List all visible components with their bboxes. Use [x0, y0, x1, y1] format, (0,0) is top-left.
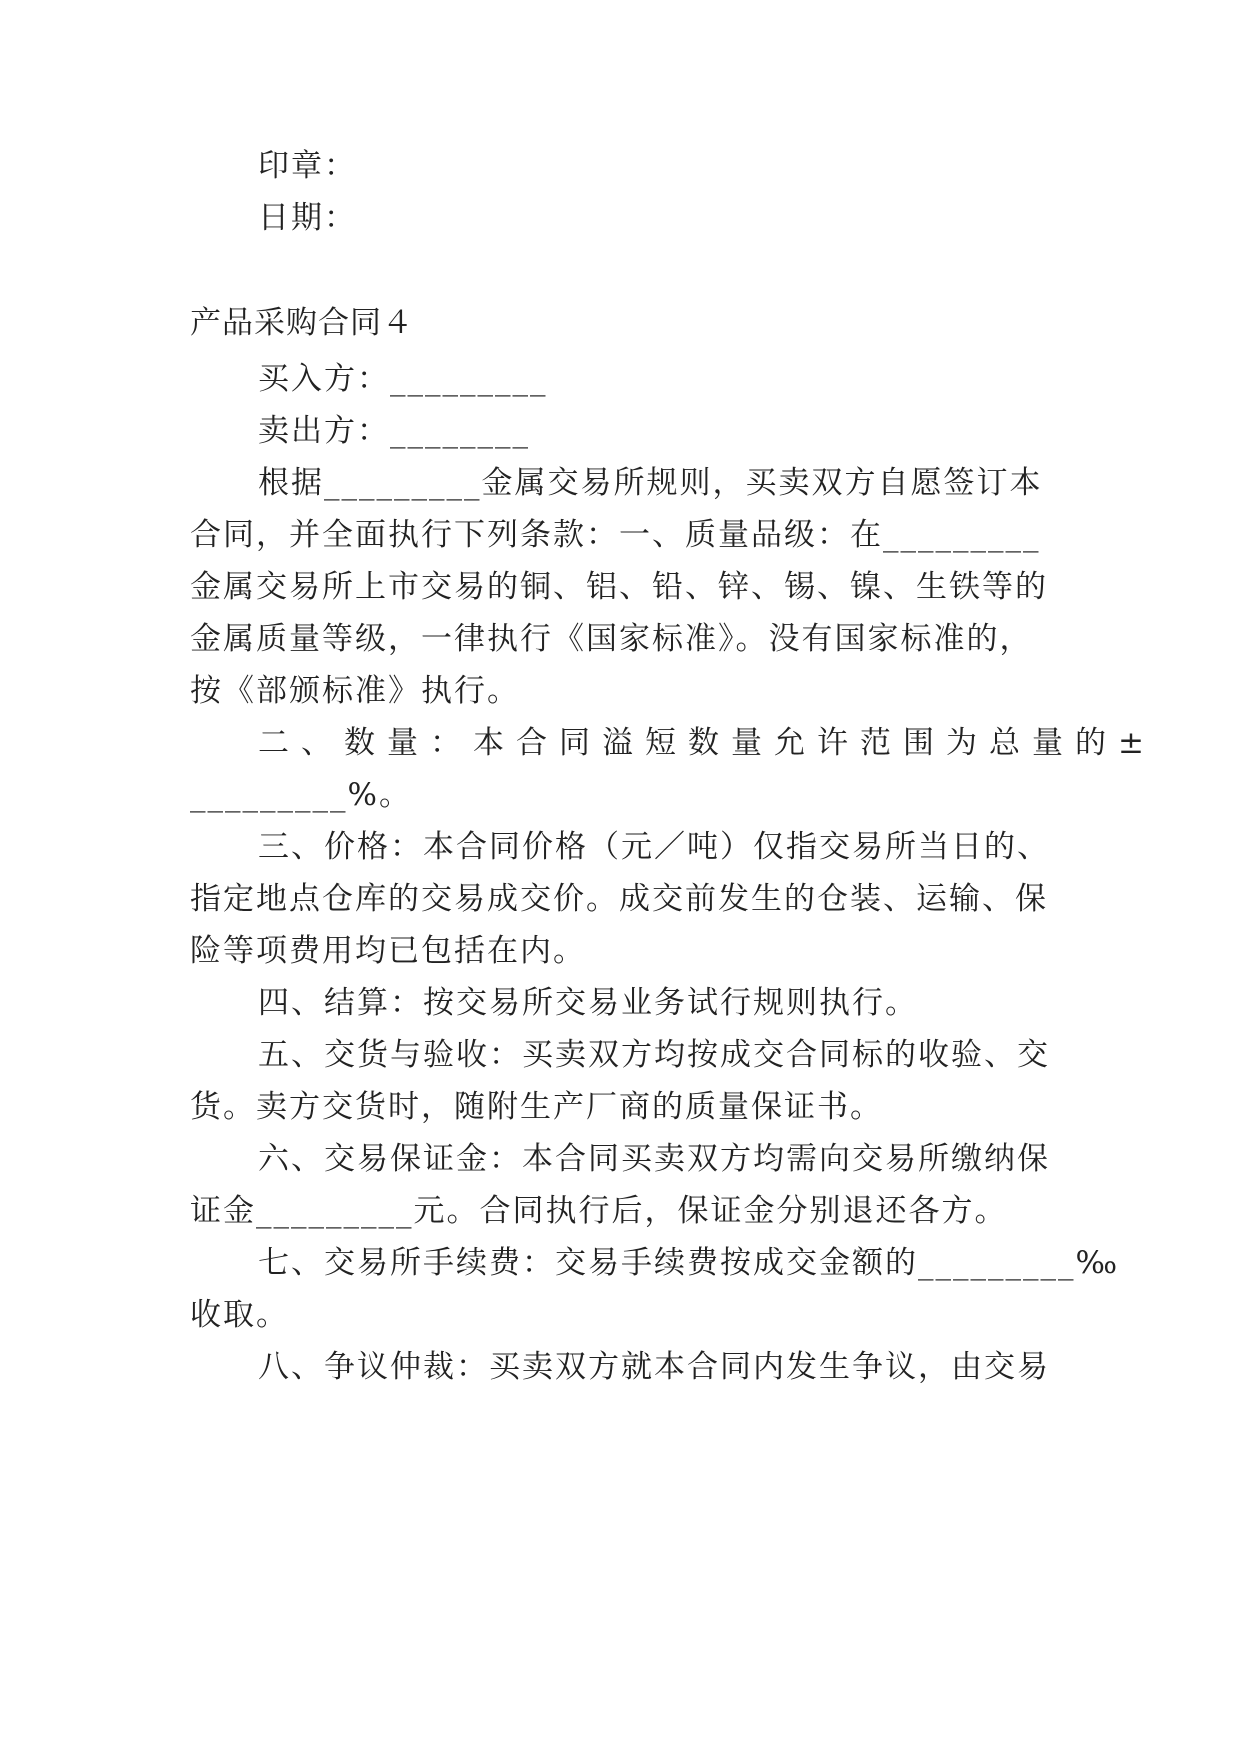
- paragraph-line: 金属质量等级，一律执行《国家标准》。没有国家标准的，: [190, 621, 1033, 657]
- paragraph-line: 五、交货与验收：买卖双方均按成交合同标的收验、交: [258, 1037, 1050, 1073]
- paragraph-line: 四、结算：按交易所交易业务试行规则执行。: [258, 985, 918, 1021]
- date-label: 日期：: [258, 200, 357, 236]
- paragraph-line: 六、交易保证金：本合同买卖双方均需向交易所缴纳保: [258, 1141, 1050, 1177]
- paragraph-line: 八、争议仲裁：买卖双方就本合同内发生争议，由交易: [258, 1349, 1050, 1385]
- paragraph-line: 收取。: [190, 1297, 289, 1333]
- paragraph-line: 二、数量：本合同溢短数量允许范围为总量的±: [258, 725, 1156, 761]
- paragraph-line: 按《部颁标准》执行。: [190, 673, 520, 709]
- paragraph-line: 金属交易所上市交易的铜、铝、铅、锌、锡、镍、生铁等的: [190, 569, 1048, 605]
- contract-title: 产品采购合同４: [190, 305, 414, 341]
- seller-line: 卖出方：________: [258, 413, 530, 449]
- paragraph-line: 指定地点仓库的交易成交价。成交前发生的仓装、运输、保: [190, 881, 1048, 917]
- paragraph-line: 货。卖方交货时，随附生产厂商的质量保证书。: [190, 1089, 883, 1125]
- paragraph-line: 证金_________元。合同执行后，保证金分别退还各方。: [190, 1193, 1008, 1229]
- paragraph-line: 险等项费用均已包括在内。: [190, 933, 586, 969]
- paragraph-line: 七、交易所手续费：交易手续费按成交金额的_________‰: [258, 1245, 1120, 1281]
- paragraph-line: 合同，并全面执行下列条款：一、质量品级：在_________: [190, 517, 1041, 553]
- paragraph-line: _________%。: [190, 777, 412, 813]
- paragraph-line: 三、价格：本合同价格（元／吨）仅指交易所当日的、: [258, 829, 1050, 865]
- buyer-line: 买入方：_________: [258, 361, 548, 397]
- paragraph-line: 根据_________金属交易所规则，买卖双方自愿签订本: [258, 465, 1043, 501]
- seal-label: 印章：: [258, 148, 357, 184]
